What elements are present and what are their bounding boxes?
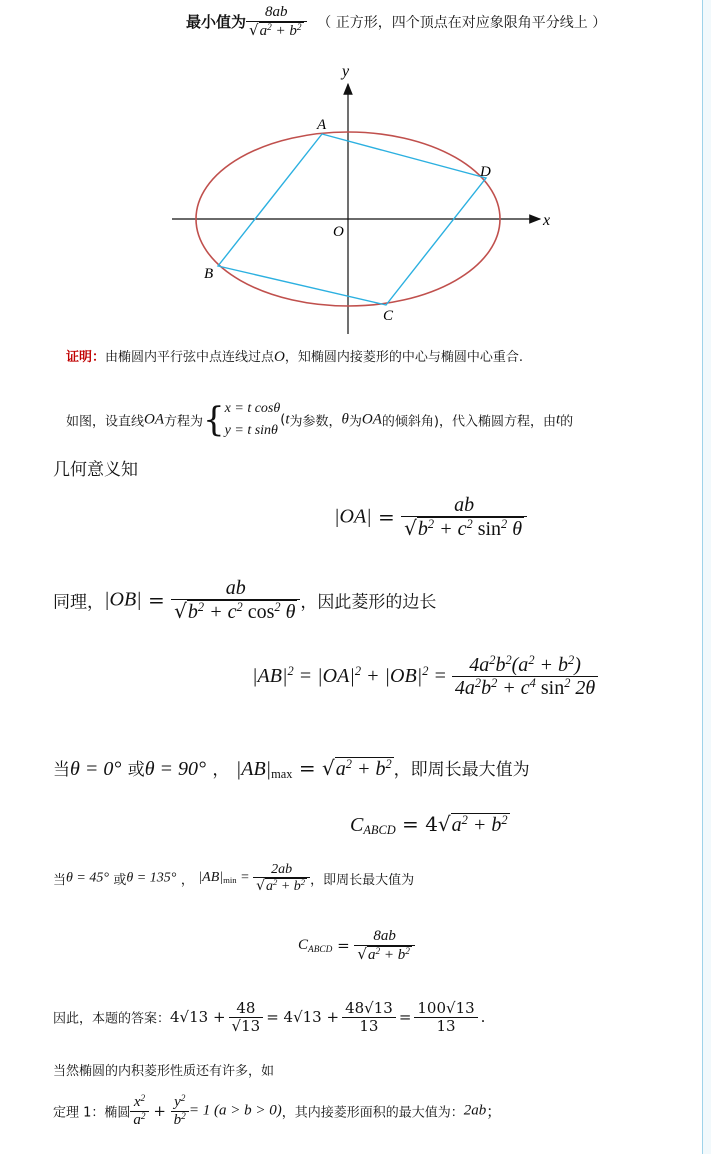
proof-text: 由椭圆内平行弦中点连线过点: [105, 350, 275, 365]
eq-ab-ob: OB: [390, 665, 417, 687]
eq-ob-fraction: [171, 577, 300, 623]
ellipse-figure: [160, 58, 560, 343]
cmax-c: C: [350, 814, 364, 836]
eq-ab-denominator: $4a^2b^2 + c^4$ $\sin^2 2\theta$: [452, 676, 598, 699]
page-frame: [702, 0, 711, 1154]
theorem-cond: = 1 (a > b > 0): [188, 1102, 282, 1119]
param-paren: (: [280, 412, 286, 428]
system-eq-2: y = t sinθ: [224, 423, 278, 438]
param-line: [66, 398, 573, 442]
eq-oa-numerator: ab: [454, 494, 475, 516]
param-text-a: 为参数，: [289, 414, 342, 430]
cmax-coef: 4: [425, 812, 438, 836]
min-label: 最小值为: [186, 13, 247, 31]
max-condition-line: 当θ = 0° 或θ = 90° ， $|AB|_{max} = √a^2 + b^2$ ，即周长最大值为: [53, 756, 530, 782]
eq-ob-line: 同理，|OB| = $\frac{ab}{√b^2 + c^2 \cos^2 \theta}$ ，因此菱形的边长: [53, 577, 437, 623]
eq-ob-theta: θ: [285, 601, 296, 623]
eq-ob-denominator: $√b^2 + c^2$ $\cos^2 \theta$: [171, 599, 300, 623]
min-comma: ，: [180, 872, 194, 888]
system-eq-1: x = t cosθ: [224, 401, 281, 416]
min-condition-line: 当θ = 45° 或θ = 135° ， $|AB|_{min}$ = $\frac{2ab}{√a^2 + b^2}$ ，即周长最大值为: [53, 862, 415, 895]
origin-label: O: [333, 224, 344, 240]
eq-ab-squared: $|AB|^2 = |OA|^2 + |OB|^2$ = $\frac{4a^2b^2(a^2 + b^2)}{4a^2b^2 + c^4 \sin^2 2\theta}$: [252, 654, 598, 699]
answer-frac-1: [229, 1000, 264, 1034]
min-fraction: [246, 4, 307, 39]
answer-frac-3: [414, 1000, 477, 1034]
min-lhs: AB: [202, 870, 220, 886]
answer-d3: 13: [414, 1017, 477, 1035]
answer-d2: 13: [342, 1017, 396, 1035]
axis-label-x: x: [543, 212, 551, 229]
max-pre: 当: [53, 760, 70, 780]
ob-pre: 同理，: [53, 592, 104, 613]
cmin-numerator: 8ab: [373, 928, 396, 944]
cmin-fraction: [354, 928, 415, 963]
min-value-line: [186, 4, 606, 39]
proof-label: 证明：: [66, 350, 106, 365]
eq-oa-lhs: OA: [339, 505, 367, 528]
eq-ob-trig: cos: [247, 601, 275, 623]
cmin-c: C: [298, 937, 309, 953]
answer-n1: 48: [236, 999, 256, 1017]
max-post: ，即周长最大值为: [393, 760, 530, 780]
answer-end: .: [480, 1008, 486, 1026]
point-label-d: D: [480, 164, 491, 180]
min-sub: min: [223, 875, 237, 886]
min-numerator: 8ab: [265, 4, 288, 20]
eq-oa-theta: θ: [512, 518, 523, 540]
answer-t2: = 4√13 +: [266, 1008, 340, 1026]
point-label-c: C: [383, 308, 394, 324]
min-cond-2: θ = 135°: [126, 870, 177, 886]
min-2ab-denominator: $√a^2 + b^2$: [253, 877, 310, 894]
eq-ob-numerator: ab: [225, 577, 246, 599]
answer-line: [53, 1000, 485, 1034]
ob-post: ，因此菱形的边长: [300, 592, 437, 613]
param-t: t: [285, 411, 290, 428]
max-or: 或: [127, 760, 145, 780]
theorem-pre: 定理 1：椭圆: [53, 1105, 131, 1121]
min-or: 或: [113, 872, 127, 888]
eq-ab-lhs: AB: [257, 665, 282, 687]
eq-oa: |OA| = $\frac{ab}{√b^2 + c^2 \sin^2 \theta}$: [334, 494, 527, 540]
min-denominator: $√a^2 + b^2$: [246, 21, 307, 40]
max-lhs: AB: [241, 758, 266, 780]
proof-text-2: ，知椭圆内接菱形的中心与椭圆中心重合.: [284, 350, 524, 365]
eq-ab-angle: 2θ: [575, 677, 596, 699]
proof-line: [66, 346, 523, 366]
param-theta: θ: [341, 411, 349, 428]
min-pre: 当: [53, 872, 67, 888]
eq-ab-oa: OA: [322, 665, 350, 687]
answer-t1: 4√13 +: [170, 1008, 226, 1026]
system-brace: {: [203, 400, 225, 440]
proof-point: O: [274, 349, 285, 365]
param-text-b: 为: [348, 414, 362, 430]
min-2ab-numerator: 2ab: [271, 862, 293, 877]
cmax-sub: ABCD: [363, 823, 396, 838]
eq-cmin: $C_{ABCD}$ = $\frac{8ab}{√a^2 + b^2}$: [298, 928, 415, 963]
cmin-sub: ABCD: [308, 944, 333, 955]
param-pre: 如图，设直线: [66, 414, 145, 430]
equation-system: [225, 398, 281, 442]
param-text-d: 的: [560, 414, 574, 430]
theorem-end: ；: [486, 1102, 502, 1121]
max-sub: max: [271, 767, 293, 782]
eq-ob-lhs: OB: [109, 588, 137, 611]
theorem-post: ，其内接菱形面积的最大值为：: [281, 1105, 464, 1121]
theorem-frac-x: $\frac{x^2}{a^2}$: [130, 1094, 148, 1128]
eq-oa-fraction: [401, 494, 527, 540]
param-mid: 方程为: [164, 414, 204, 430]
param-oa: OA: [144, 411, 165, 428]
min-post: ，即周长最大值为: [310, 872, 415, 888]
theorem-value: 2ab: [463, 1102, 487, 1119]
theorem-line: 定理 1：椭圆 $\frac{x^2}{a^2}$ + $\frac{y^2}{b^2}$ = 1 (a > b > 0)，其内接菱形面积的最大值为：2ab；: [53, 1093, 502, 1128]
max-comma: ，: [212, 760, 230, 780]
answer-t3: =: [398, 1008, 412, 1026]
param-text-c: 的倾斜角)，代入椭圆方程，由: [381, 414, 556, 430]
min-fraction-2ab: [253, 862, 310, 895]
point-label-b: B: [204, 266, 214, 282]
answer-d1: √13: [229, 1017, 264, 1035]
eq-cmax: $C_{ABCD} = 4√a^2 + b^2$: [350, 812, 508, 838]
axis-label-y: y: [342, 63, 350, 80]
eq-ab-trig: sin: [540, 677, 565, 699]
answer-frac-2: [342, 1000, 396, 1034]
param-t-2: t: [556, 411, 561, 428]
geometric-meaning-line: 几何意义知: [53, 460, 138, 480]
max-cond-2: θ = 90°: [144, 758, 207, 780]
eq-ab-fraction: [452, 654, 598, 699]
answer-pre: 因此，本题的答案：: [53, 1011, 171, 1027]
eq-oa-denominator: $√b^2 + c^2$ $\sin^2 \theta$: [401, 516, 527, 540]
note-line: 当然椭圆的内积菱形性质还有许多，如: [53, 1064, 275, 1079]
answer-n3: 100√13: [417, 999, 475, 1017]
param-oa-2: OA: [361, 411, 382, 428]
cmin-denominator: $√a^2 + b^2$: [354, 945, 415, 964]
point-label-a: A: [317, 117, 327, 133]
theorem-frac-y: $\frac{y^2}{b^2}$: [171, 1094, 189, 1128]
min-note: （ 正方形，四个顶点在对应象限角平分线上 ）: [317, 14, 607, 31]
max-cond-1: θ = 0°: [70, 758, 122, 780]
eq-ab-numerator: $4a^2b^2(a^2 + b^2)$: [469, 653, 581, 676]
min-cond-1: θ = 45°: [66, 870, 109, 886]
eq-oa-trig: sin: [477, 518, 502, 540]
answer-n2: 48√13: [345, 999, 393, 1017]
